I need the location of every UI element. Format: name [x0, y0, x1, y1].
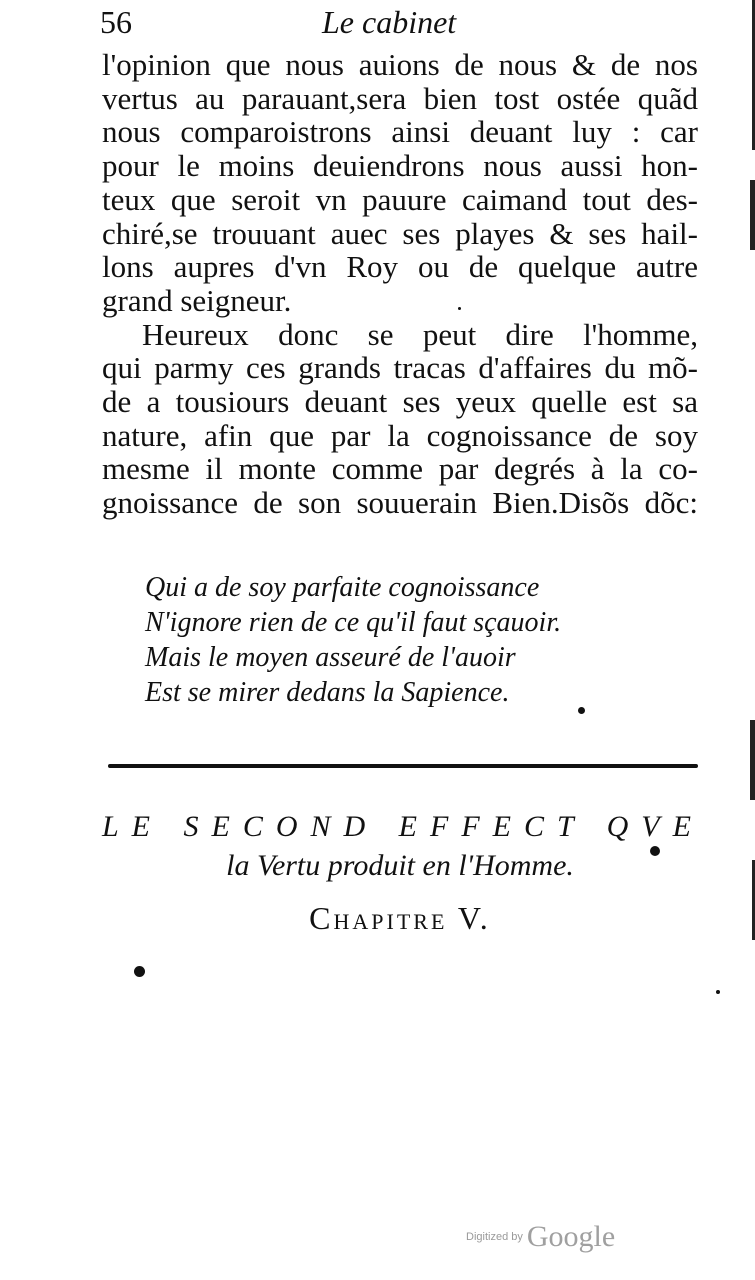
verse-block [145, 570, 605, 710]
text-line: de a tousiours deuant ses yeux quelle est sa [102, 384, 698, 420]
chapter-heading-line2: la Vertu produit en l'Homme. [226, 849, 574, 882]
text-line: teux que seroit vn pauure caimand tout des- [102, 181, 698, 217]
verse-line: Est se mirer dedans la Sapience. [145, 677, 510, 708]
ink-speck [578, 707, 585, 714]
text-line: nature, afin que par la cognoissance de soy [102, 417, 698, 453]
running-head [100, 2, 700, 42]
google-logo: Google [526, 1220, 616, 1253]
chapter-number: Chapitre V. [309, 900, 491, 936]
text-line: nous comparoistrons ainsi deuant luy : car [102, 114, 698, 150]
text-line: lons aupres d'vn Roy ou de quelque autre [102, 249, 698, 285]
text-line: pour le moins deuiendrons nous aussi hon- [102, 148, 698, 184]
chapter-heading-line1: LE SECOND EFFECT QVE [102, 810, 704, 843]
margin-mark [750, 180, 755, 250]
section-divider-rule [108, 764, 698, 768]
running-title: Le cabinet [322, 4, 457, 40]
ink-speck [716, 990, 720, 994]
text-line: gnoissance de son souuerain Bien.Disõs dõc: [102, 485, 698, 521]
digitized-by-google-watermark [466, 1220, 615, 1256]
text-line: chiré,se trouuant auec ses playes & ses hail- [102, 215, 698, 251]
margin-mark [750, 720, 755, 800]
verse-line: N'ignore rien de ce qu'il faut sçauoir. [145, 607, 562, 638]
text-line: qui parmy ces grands tracas d'affaires du mõ- [102, 350, 698, 386]
text-line: grand seigneur. [102, 282, 292, 318]
text-line: Heureux donc se peut dire l'homme, [142, 316, 698, 352]
verse-line: Mais le moyen asseuré de l'auoir [145, 642, 516, 673]
ink-speck [650, 846, 660, 856]
verse-line: Qui a de soy parfaite cognoissance [145, 572, 540, 603]
ink-speck [458, 307, 461, 310]
chapter-heading [102, 808, 704, 886]
text-line: vertus au parauant,sera bien tost ostée quãd [102, 80, 698, 116]
text-line: l'opinion que nous auions de nous & de nos [102, 47, 698, 82]
body-text [102, 48, 698, 520]
watermark-prefix: Digitized by [466, 1231, 523, 1243]
text-line: mesme il monte comme par degrés à la co- [102, 451, 698, 487]
ink-speck [134, 966, 145, 977]
page-number: 56 [100, 4, 132, 40]
